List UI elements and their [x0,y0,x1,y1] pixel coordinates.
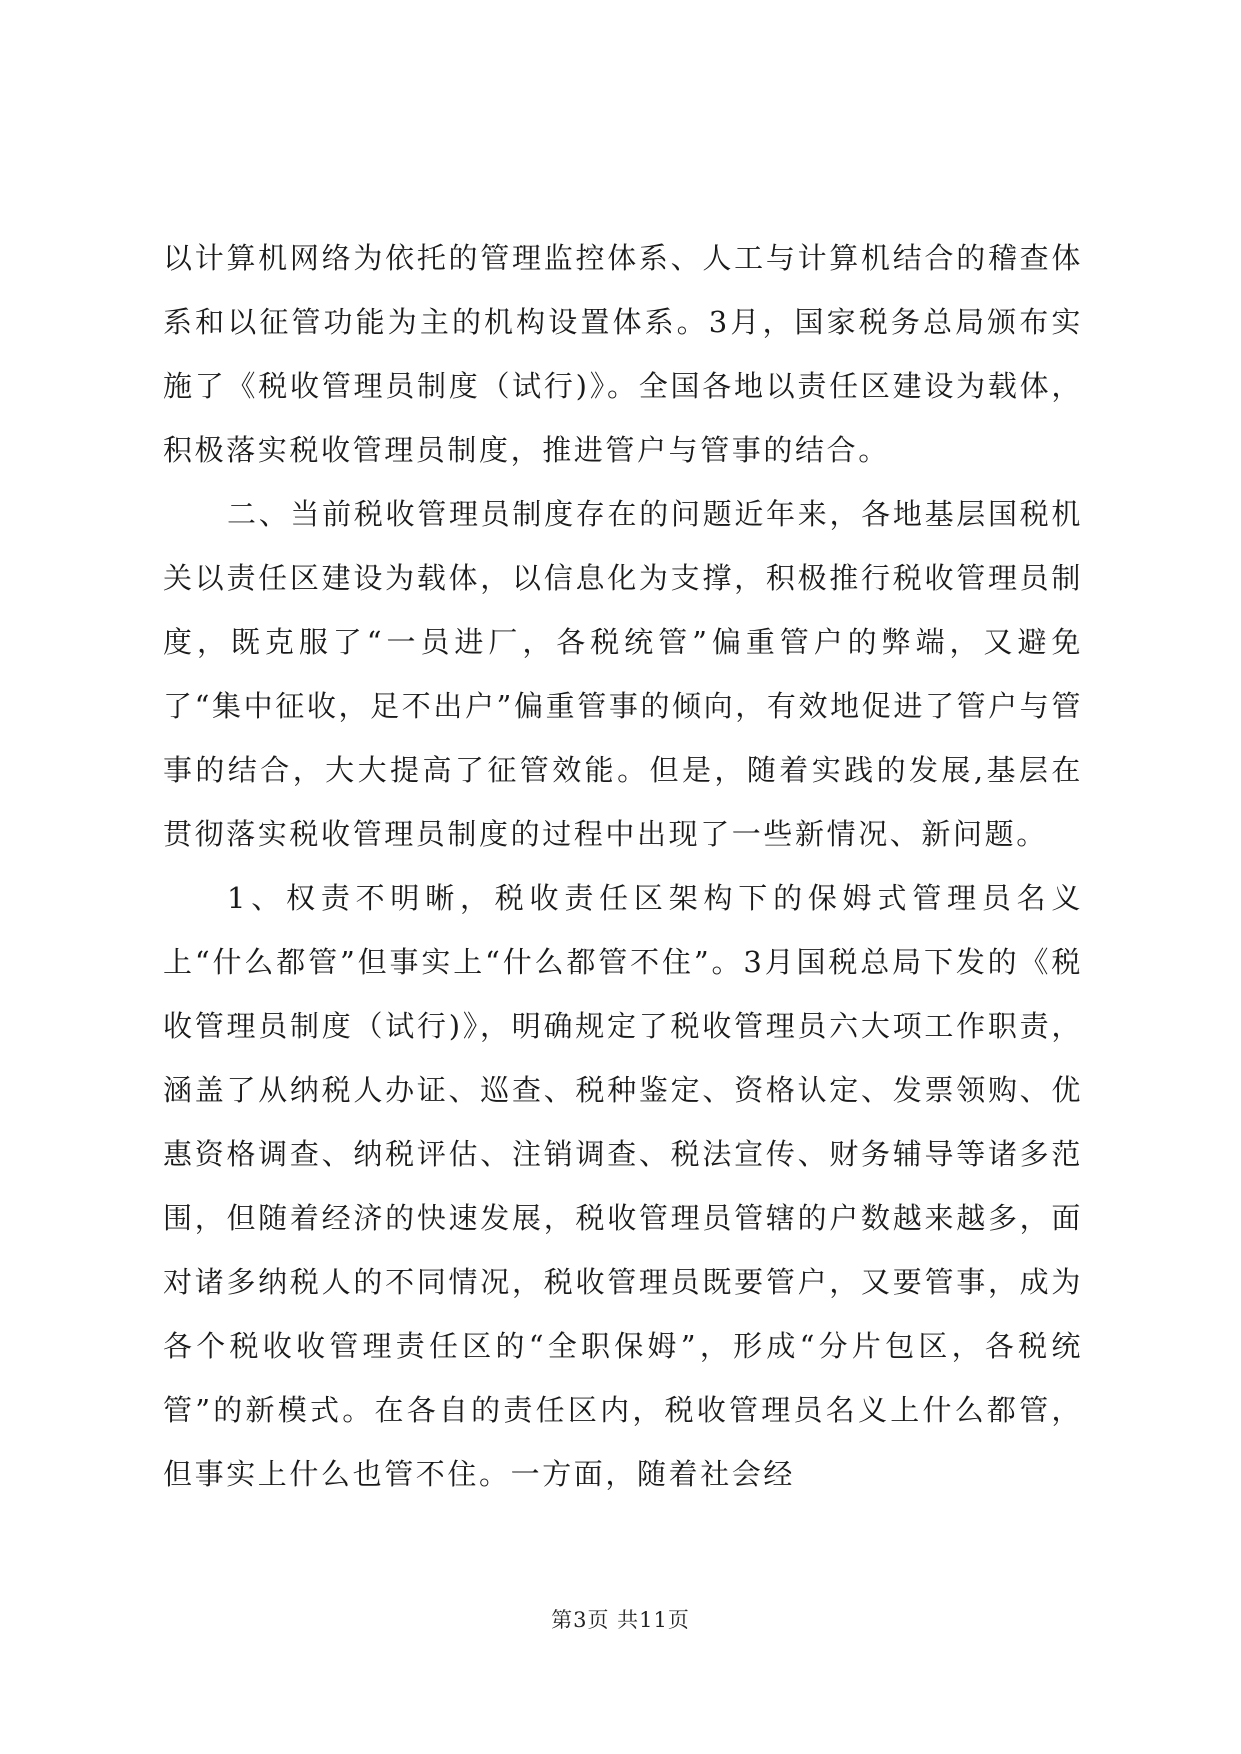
document-body [163,226,1083,1506]
paragraph-2: 二、当前税收管理员制度存在的问题近年来，各地基层国税机关以责任区建设为载体，以信息化为支撑，积极推行税收管理员制度，既克服了“一员进厂，各税统管”偏重管户的弊端，又避免了“集中征收，足不出户”偏重管事的倾向，有效地促进了管户与管事的结合，大大提高了征管效能。但是，随着实践的发展,基层在贯彻落实税收管理员制度的过程中出现了一些新情况、新问题。 [163,497,1083,851]
page-number-footer: 第3页 共11页 [551,1608,690,1632]
paragraph-1: 以计算机网络为依托的管理监控体系、人工与计算机结合的稽查体系和以征管功能为主的机构设置体系。3月，国家税务总局颁布实施了《税收管理员制度（试行)》。全国各地以责任区建设为载体，积极落实税收管理员制度，推进管户与管事的结合。 [163,241,1083,467]
paragraph-3: 1、权责不明晰，税收责任区架构下的保姆式管理员名义上“什么都管”但事实上“什么都管不住”。3月国税总局下发的《税收管理员制度（试行)》，明确规定了税收管理员六大项工作职责，涵盖了从纳税人办证、巡查、税种鉴定、资格认定、发票领购、优惠资格调查、纳税评估、注销调查、税法宣传、财务辅导等诸多范围，但随着经济的快速发展，税收管理员管辖的户数越来越多，面对诸多纳税人的不同情况，税收管理员既要管户，又要管事，成为各个税收收管理责任区的“全职保姆”，形成“分片包区，各税统管”的新模式。在各自的责任区内，税收管理员名义上什么都管，但事实上什么也管不住。一方面，随着社会经 [163,881,1083,1491]
